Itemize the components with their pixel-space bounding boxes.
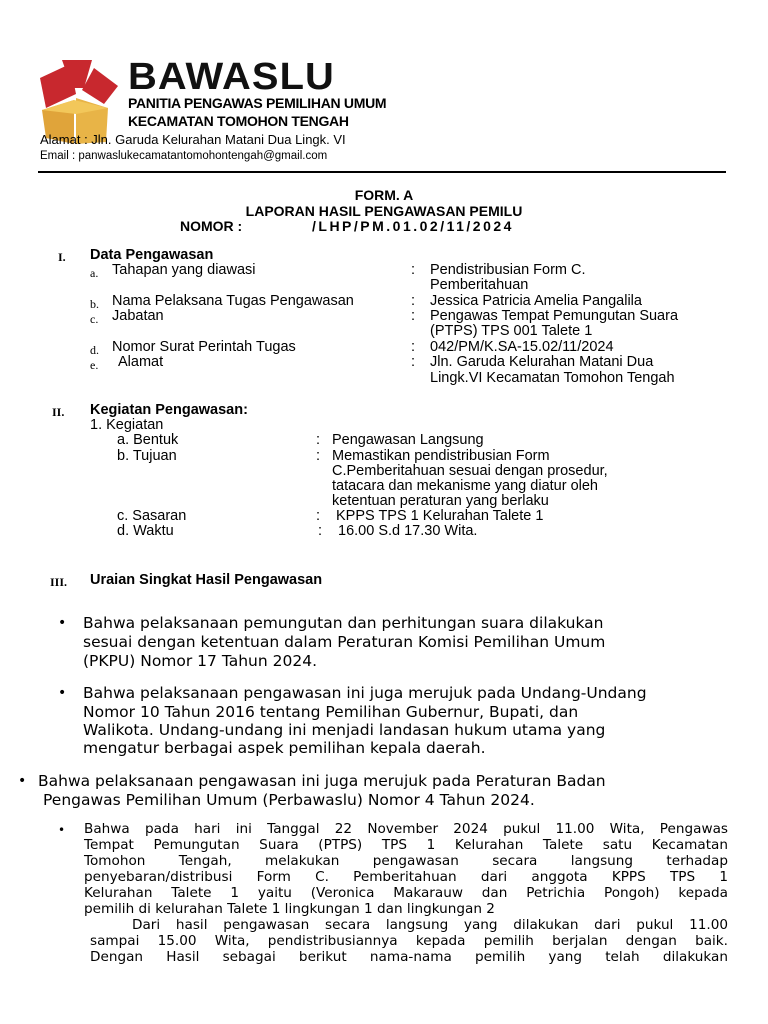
section-1-heading: Data Pengawasan: [90, 247, 214, 263]
bentuk-label: a. Bentuk: [117, 432, 179, 448]
item-d-colon: :: [411, 339, 416, 355]
bullet-4-line-2: Tempat Pemungutan Suara (PTPS) TPS 1 Kelurahan Talete satu Kecamatan: [84, 837, 728, 853]
item-e-label: Alamat: [118, 354, 164, 370]
form-code: FORM. A: [354, 187, 414, 203]
bullet-3-marker: •: [18, 773, 27, 789]
bullet-2-line-2: Nomor 10 Tahun 2016 tentang Pemilihan Gubernur, Bupati, dan: [83, 703, 579, 721]
tujuan-line-2: C.Pemberitahuan sesuai dengan prosedur,: [332, 463, 608, 479]
header-address: Alamat : Jln. Garuda Kelurahan Matani Dua Lingk. VI: [40, 132, 346, 147]
item-e-letter: e.: [90, 358, 99, 372]
item-b-label: Nama Pelaksana Tugas Pengawasan: [112, 293, 354, 309]
bullet-2-line-3: Walikota. Undang-undang ini menjadi landasan hukum utama yang: [83, 721, 606, 739]
bentuk-colon: :: [316, 432, 321, 448]
tujuan-line-1: Memastikan pendistribusian Form: [332, 448, 550, 464]
item-c-value: Pengawas Tempat Pemungutan Suara: [430, 308, 679, 324]
waktu-colon: :: [318, 523, 323, 539]
item-e-colon: :: [411, 354, 416, 370]
item-b-letter: b.: [90, 297, 99, 311]
header-email: Email : panwaslukecamatantomohontengah@gmail.com: [40, 150, 328, 162]
item-a-colon: :: [411, 262, 416, 278]
org-line-1: PANITIA PENGAWAS PEMILIHAN UMUM: [128, 95, 387, 111]
nomor-value: /LHP/PM.01.02/11/2024: [312, 218, 514, 234]
paragraph-line-3: Dengan Hasil sebagai berikut nama-nama pemilih yang telah dilakukan: [90, 949, 728, 965]
item-c-label: Jabatan: [112, 308, 164, 324]
item-d-label: Nomor Surat Perintah Tugas: [112, 339, 296, 355]
brand-name: BAWASLU: [128, 56, 335, 98]
sasaran-value: KPPS TPS 1 Kelurahan Talete 1: [336, 508, 544, 524]
item-d-letter: d.: [90, 343, 99, 357]
bullet-1-line-3: (PKPU) Nomor 17 Tahun 2024.: [83, 652, 318, 670]
item-c-value-cont: (PTPS) TPS 001 Talete 1: [430, 323, 593, 339]
item-e-value: Jln. Garuda Kelurahan Matani Dua: [430, 354, 654, 370]
bullet-4-line-6: pemilih di kelurahan Talete 1 lingkungan 1 dan lingkungan 2: [84, 901, 495, 917]
report-title: LAPORAN HASIL PENGAWASAN PEMILU: [245, 203, 523, 219]
bentuk-value: Pengawasan Langsung: [332, 432, 484, 448]
bullet-2-line-1: Bahwa pelaksanaan pengawasan ini juga merujuk pada Undang-Undang: [83, 684, 647, 702]
item-c-letter: c.: [90, 312, 99, 326]
item-b-value: Jessica Patricia Amelia Pangalila: [430, 293, 642, 309]
section-2-heading: Kegiatan Pengawasan:: [90, 402, 248, 418]
bullet-4-line-4: penyebaran/distribusi Form C. Pemberitahuan dari anggota KPPS TPS 1: [84, 869, 728, 885]
bullet-3-line-2: Pengawas Pemilihan Umum (Perbawaslu) Nomor 4 Tahun 2024.: [43, 791, 535, 809]
header-divider: [38, 171, 726, 173]
org-line-2: KECAMATAN TOMOHON TENGAH: [128, 113, 349, 129]
item-d-value: 042/PM/K.SA-15.02/11/2024: [430, 339, 614, 355]
paragraph-line-2: sampai 15.00 Wita, pendistribusiannya kepada pemilih berjalan dengan baik.: [90, 933, 728, 949]
waktu-value: 16.00 S.d 17.30 Wita.: [338, 523, 478, 539]
bullet-4-line-3: Tomohon Tengah, melakukan pengawasan secara langsung terhadap: [84, 853, 728, 869]
bullet-2-line-4: mengatur berbagai aspek pemilihan kepala daerah.: [83, 739, 486, 757]
tujuan-label: b. Tujuan: [117, 448, 177, 464]
sasaran-label: c. Sasaran: [117, 508, 187, 524]
bullet-1-line-2: sesuai dengan ketentuan dalam Peraturan Komisi Pemilihan Umum: [83, 633, 606, 651]
section-2-numeral: II.: [52, 405, 65, 419]
waktu-label: d. Waktu: [117, 523, 174, 539]
section-3-numeral: III.: [50, 575, 68, 589]
item-c-colon: :: [411, 308, 416, 324]
kegiatan-subheading: 1. Kegiatan: [90, 417, 164, 433]
section-3-heading: Uraian Singkat Hasil Pengawasan: [90, 572, 323, 588]
item-b-colon: :: [411, 293, 416, 309]
tujuan-line-4: ketentuan peraturan yang berlaku: [332, 493, 549, 509]
nomor-label: NOMOR :: [180, 218, 243, 234]
tujuan-line-3: tatacara dan mekanisme yang diatur oleh: [332, 478, 598, 494]
item-a-value-cont: Pemberitahuan: [430, 277, 529, 293]
paragraph-line-1: Dari hasil pengawasan secara langsung yang dilakukan dari pukul 11.00: [132, 917, 728, 933]
item-e-value-cont: Lingk.VI Kecamatan Tomohon Tengah: [430, 370, 675, 386]
bullet-2-marker: •: [58, 685, 67, 701]
bullet-1-marker: •: [58, 615, 67, 631]
item-a-label: Tahapan yang diawasi: [112, 262, 256, 278]
section-1-numeral: I.: [58, 250, 66, 264]
bullet-4-marker: •: [58, 823, 66, 837]
item-a-value: Pendistribusian Form C.: [430, 262, 586, 278]
bullet-3-line-1: Bahwa pelaksanaan pengawasan ini juga merujuk pada Peraturan Badan: [38, 772, 606, 790]
bullet-4-line-5: Kelurahan Talete 1 yaitu (Veronica Makarauw dan Petrichia Pongoh) kepada: [84, 885, 728, 901]
sasaran-colon: :: [316, 508, 321, 524]
bullet-1-line-1: Bahwa pelaksanaan pemungutan dan perhitungan suara dilakukan: [83, 614, 604, 632]
tujuan-colon: :: [316, 448, 321, 464]
item-a-letter: a.: [90, 266, 99, 280]
bullet-4-line-1: Bahwa pada hari ini Tanggal 22 November 2024 pukul 11.00 Wita, Pengawas: [84, 821, 728, 837]
